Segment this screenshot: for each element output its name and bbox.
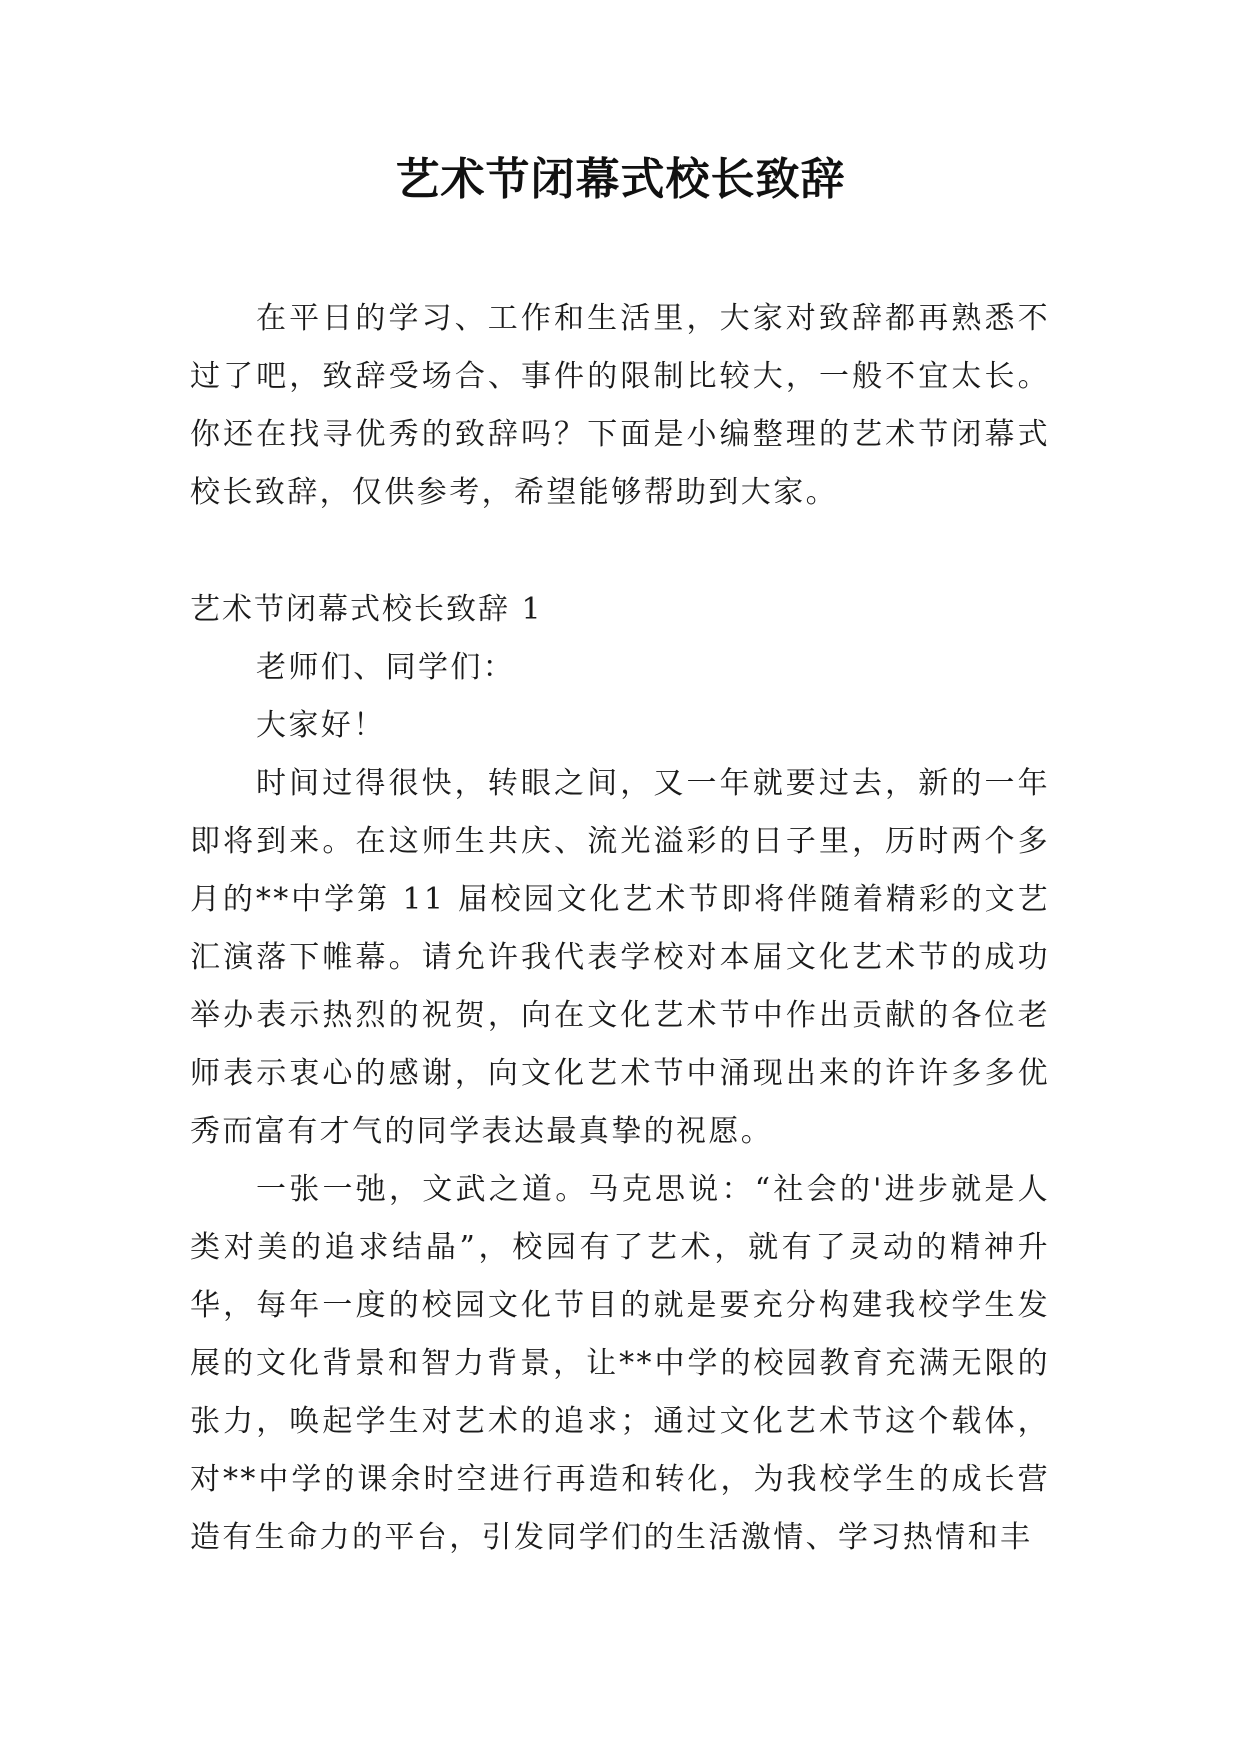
greeting: 大家好！ xyxy=(256,708,386,743)
body-paragraph: 一张一弛，文武之道。马克思说：“社会的'进步就是人类对美的追求结晶”，校园有了艺术，就有了灵动的精神升华，每年一度的校园文化节目的就是要充分构建我校学生发展的文化背景和智力背景，让**中学的校园教育充满无限的张力，唤起学生对艺术的追求；通过文化艺术节这个载体，对**中学的课余时空进行再造和转化，为我校学生的成长营造有生命力的平台，引发同学们的生活激情、学习热情和丰 xyxy=(190,1172,1050,1555)
speech-section xyxy=(190,581,1050,1567)
section-heading: 艺术节闭幕式校长致辞 1 xyxy=(190,592,543,627)
salutation: 老师们、同学们： xyxy=(256,650,516,685)
body-paragraph: 时间过得很快，转眼之间，又一年就要过去，新的一年即将到来。在这师生共庆、流光溢彩的日子里，历时两个多月的**中学第 11 届校园文化艺术节即将伴随着精彩的文艺汇演落下帷幕。请允许我代表学校对本届文化艺术节的成功举办表示热烈的祝贺，向在文化艺术节中作出贡献的各位老师表示衷心的感谢，向文化艺术节中涌现出来的许许多多优秀而富有才气的同学表达最真挚的祝愿。 xyxy=(190,766,1050,1149)
document-title: 艺术节闭幕式校长致辞 xyxy=(395,154,846,205)
intro-paragraph: 在平日的学习、工作和生活里，大家对致辞都再熟悉不过了吧，致辞受场合、事件的限制比较大，一般不宜太长。你还在找寻优秀的致辞吗？下面是小编整理的艺术节闭幕式校长致辞，仅供参考，希望能够帮助到大家。 xyxy=(190,301,1050,510)
